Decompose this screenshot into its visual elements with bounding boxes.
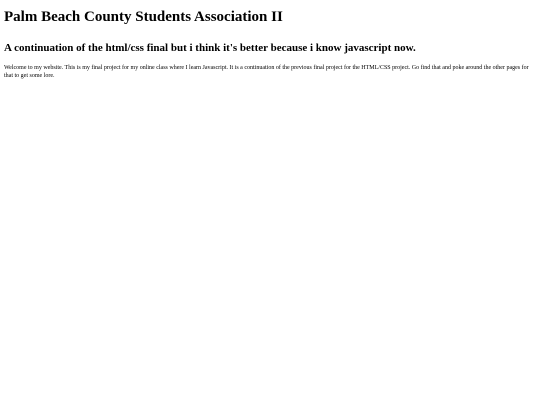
intro-paragraph: Welcome to my website. This is my final project for my online class where I learn Javascript. It is a continuation of the previous final project for the HTML/CSS project. Go find that and poke around the other pages for that to get some lore. <box>4 65 529 79</box>
page-title: Palm Beach County Students Association II <box>4 9 283 25</box>
page-subtitle: A continuation of the html/css final but i think it's better because i know javascript now. <box>4 42 416 54</box>
